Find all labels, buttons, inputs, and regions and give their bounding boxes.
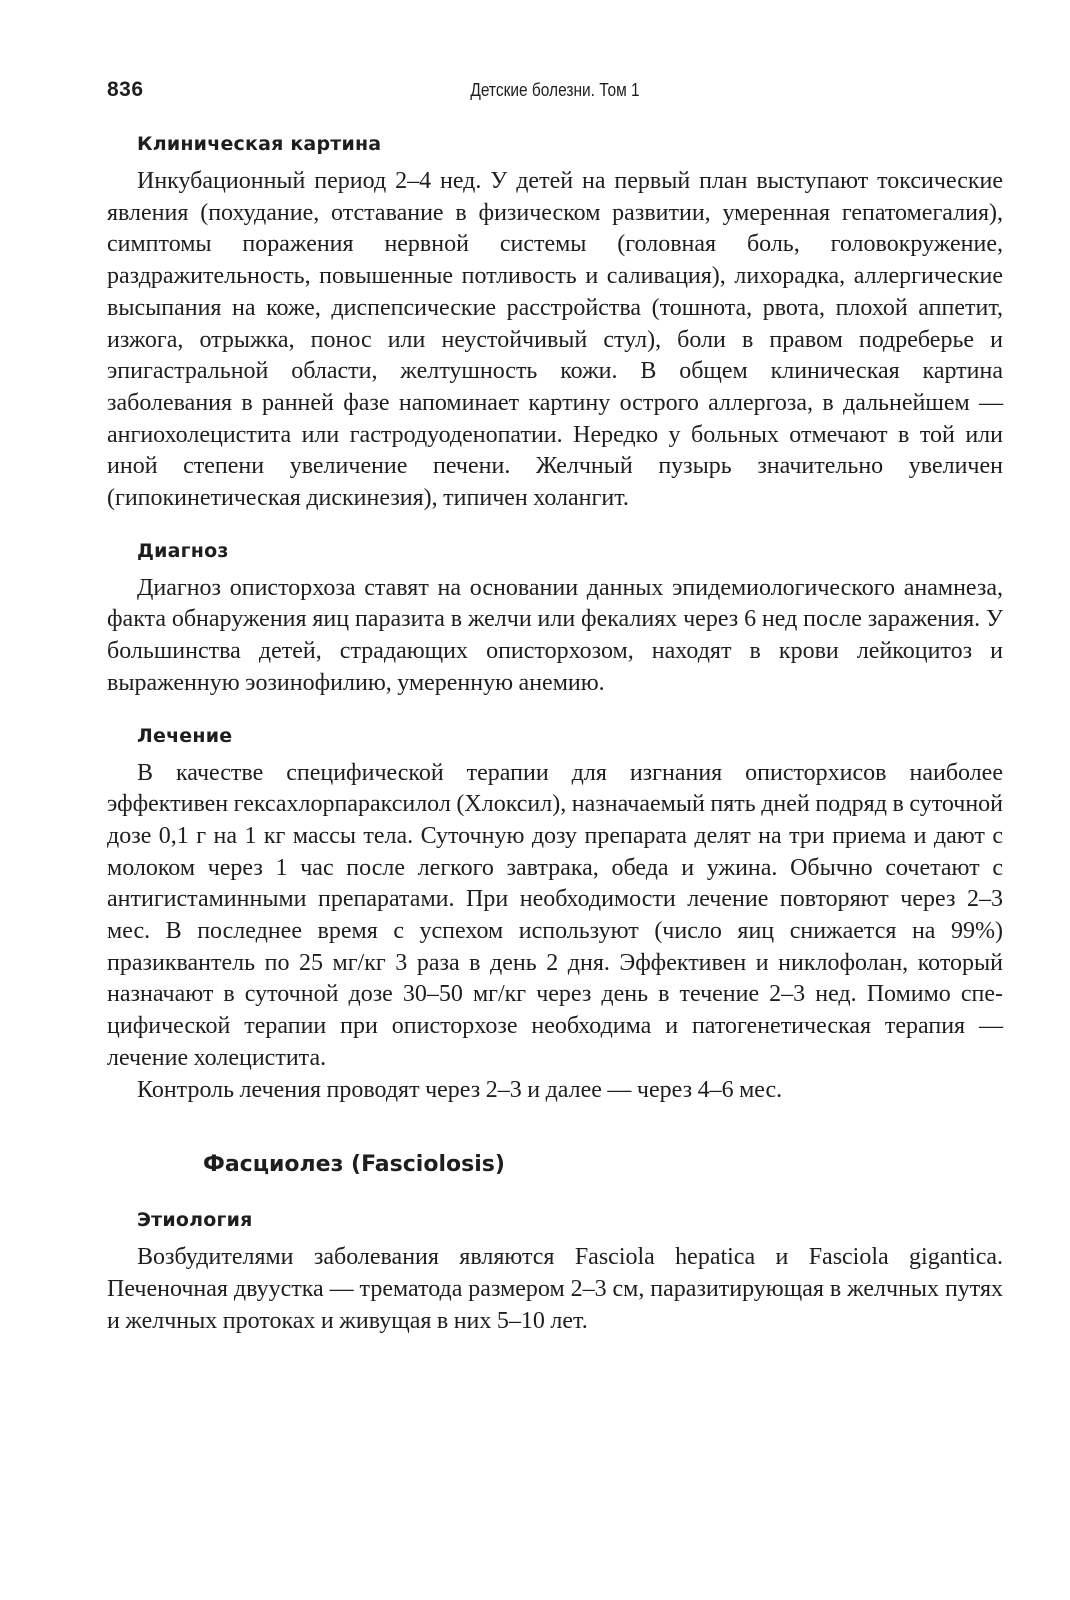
section-heading-etiology: Этиология bbox=[137, 1209, 253, 1232]
section-treatment bbox=[107, 722, 1003, 1107]
paragraph: В качестве специфической терапии для изгнания описторхисов наиболее эффективен гексахлорпараксилол (Хлоксил), назначаемый пять дней подряд в суточной дозе 0,1 г на 1 кг массы тела. Суточную дозу препарата делят на три приема и дают с молоком через 1 час после легкого завтрака, обеда и ужина. Обычно сочетают с антигистаминными препаратами. При необходимости лечение повторяют через 2–3 мес. В последнее время с успехом используют (число яиц снижается на 99%) празиквантель по 25 мг/кг 3 раза в день 2 дня. Эффективен и никлофолан, который назначают в суточной дозе 30–50 мг/кг через день в течение 2–3 нед. Помимо специфической терапии при описторхозе необходима и патогенетическая терапия — лечение холецистита. bbox=[107, 759, 1003, 1071]
paragraph: Возбудителями заболевания являются Fasciola hepatica и Fasciola gigantica. Печеночная двуустка — трематода размером 2–3 см, паразитирующая в желчных путях и желчных протоках и живущая в них 5–10 лет. bbox=[107, 1244, 1003, 1334]
paragraph: Контроль лечения проводят через 2–3 и далее — через 4–6 мес. bbox=[137, 1076, 783, 1103]
running-title: Детские болезни. Том 1 bbox=[470, 80, 640, 100]
chapter-heading: Фасциолез (Fasciolosis) bbox=[203, 1152, 505, 1178]
section-etiology bbox=[107, 1206, 1003, 1337]
paragraph: Инкубационный период 2–4 нед. У детей на первый план выступают токсические явления (похудание, отставание в физическом развитии, умеренная гепатомегалия), симптомы поражения нервной системы (головная боль, головокружение, раздражительность, повышенные потливость и саливация), лихорадка, аллергические высыпания на коже, диспепсические расстройства (тошнота, рвота, плохой аппетит, изжога, отрыжка, понос или неустойчивый стул), боли в правом подреберье и эпигастральной области, желтушность кожи. В общем клиническая картина заболевания в ранней фазе напоминает картину острого аллергоза, в дальнейшем — ангиохолецистита или гастродуоденопатии. Нередко у больных отмечают в той или иной степени увеличение печени. Желчный пузырь значительно увеличен (гипокинетическая дискинезия), типичен холангит. bbox=[107, 168, 1003, 512]
page-content bbox=[107, 130, 1003, 1359]
running-header bbox=[107, 78, 1003, 108]
section-heading-diagnosis: Диагноз bbox=[137, 539, 229, 562]
section-clinical-picture bbox=[107, 130, 1003, 515]
paragraph: Диагноз описторхоза ставят на основании данных эпидемиологического анамнеза, факта обнаружения яиц паразита в желчи или фекалиях через 6 нед после заражения. У большинства детей, страдающих описторхозом, находят в крови лейкоцитоз и выраженную эозинофилию, умеренную анемию. bbox=[107, 574, 1003, 696]
section-diagnosis bbox=[107, 537, 1003, 700]
page-number: 836 bbox=[107, 78, 144, 101]
section-heading-clinical: Клиническая картина bbox=[137, 133, 382, 155]
section-heading-treatment: Лечение bbox=[137, 724, 233, 747]
